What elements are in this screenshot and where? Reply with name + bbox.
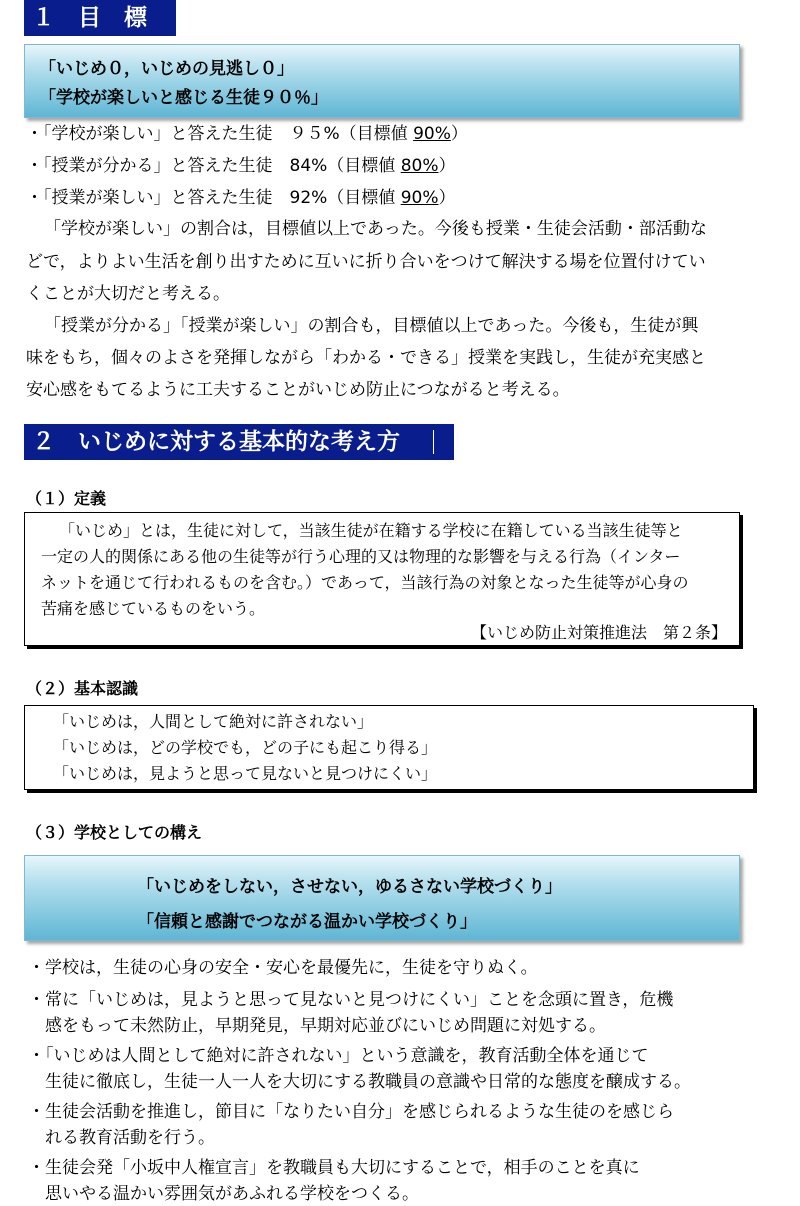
target-value: 80%	[400, 156, 439, 176]
definition-line: 「いじめ」とは，生徒に対して，当該生徒が在籍する学校に在籍している当該生徒等と	[59, 521, 683, 540]
stance-bullet-continued: 生徒に徹底し，生徒一人一人を大切にする教職員の意識や日常的な態度を醸成する。	[28, 1072, 691, 1092]
paragraph-2-line: 安心感をもてるように工夫することがいじめ防止につながると考える。	[26, 380, 570, 400]
recognition-line: 「いじめは，どの学校でも，どの子にも起こり得る」	[53, 738, 438, 757]
result-line-2	[26, 154, 456, 178]
goal-line-2: 「学校が楽しいと感じる生徒９０％」	[39, 88, 328, 108]
slogan-line: 「いじめをしない，させない，ゆるさない学校づくり」	[137, 877, 562, 897]
section-2-heading: ２ いじめに対する基本的な考え方	[24, 424, 454, 460]
result-suffix: ）	[438, 188, 456, 208]
result-label: ・「授業が分かる」と答えた生徒 84%（目標値	[26, 156, 401, 176]
paragraph-1-line: どで，よりよい生活を創り出すために互いに折り合いをつけて解決する場を位置付けてい	[26, 252, 706, 272]
result-suffix: ）	[450, 124, 468, 144]
goal-box	[24, 44, 740, 118]
stance-bullet-continued: 思いやる温かい雰囲気があふれる学校をつくる。	[28, 1184, 419, 1204]
stance-bullet: ・生徒会活動を推進し，節目に「なりたい自分」を感じられるような生徒のを感じら	[28, 1102, 674, 1122]
slogan-line: 「信頼と感謝でつながる温かい学校づくり」	[137, 912, 477, 932]
result-line-1	[26, 122, 468, 146]
stance-title: （３）学校としての構え	[26, 823, 203, 842]
stance-bullet-continued: 感をもって未然防止，早期発見，早期対応並びにいじめ問題に対処する。	[28, 1016, 606, 1036]
result-label: ・「授業が楽しい」と答えた生徒 92%（目標値	[26, 188, 401, 208]
section-1-heading: １ 目 標	[24, 0, 176, 36]
target-value: 90%	[413, 124, 451, 144]
recognition-line: 「いじめは，人間として絶対に許されない」	[53, 712, 374, 731]
stance-bullet: ・常に「いじめは，見ようと思って見ないと見つけにくい」ことを念頭に置き，危機	[28, 990, 674, 1010]
recognition-box	[24, 705, 754, 790]
stance-bullet-continued: れる教育活動を行う。	[28, 1128, 215, 1148]
stance-bullet: ・学校は，生徒の心身の安全・安心を最優先に，生徒を守りぬく。	[28, 958, 538, 978]
definition-line: 苦痛を感じているものをいう。	[41, 599, 266, 618]
stance-bullet: ・生徒会発「小坂中人権宣言」を教職員も大切にすることで，相手のことを真に	[28, 1158, 640, 1178]
definition-line: ネットを通じて行われるものを含む。）であって，当該行為の対象となった生徒等が心身の	[41, 573, 689, 592]
law-citation: 【いじめ防止対策推進法 第２条】	[470, 623, 727, 642]
recognition-title: （２）基本認識	[26, 679, 139, 698]
result-line-3	[26, 186, 456, 210]
stance-bullet: ・「いじめは人間として絶対に許されない」という意識を，教育活動全体を通じて	[28, 1046, 649, 1066]
paragraph-2-line: 味をもち，個々のよさを発揮しながら「わかる・できる」授業を実践し，生徒が充実感と	[26, 348, 706, 368]
recognition-line: 「いじめは，見ようと思って見ないと見つけにくい」	[53, 764, 438, 783]
paragraph-2-line: 「授業が分かる」「授業が楽しい」の割合も，目標値以上であった。今後も，生徒が興	[44, 316, 699, 336]
target-value: 90%	[400, 188, 439, 208]
goal-line-1: 「いじめ０，いじめの見逃し０」	[39, 59, 294, 79]
paragraph-1-line: くことが大切だと考える。	[26, 284, 230, 304]
result-label: ・「学校が楽しい」と答えた生徒 ９５%（目標値	[26, 124, 414, 144]
stance-slogan-box	[24, 855, 740, 941]
result-suffix: ）	[438, 156, 456, 176]
definition-box	[24, 512, 740, 646]
definition-title: （１）定義	[26, 489, 107, 508]
definition-line: 一定の人的関係にある他の生徒等が行う心理的又は物理的な影響を与える行為（インター	[41, 547, 681, 566]
paragraph-1-line: 「学校が楽しい」の割合は，目標値以上であった。今後も授業・生徒会活動・部活動な	[44, 219, 707, 239]
